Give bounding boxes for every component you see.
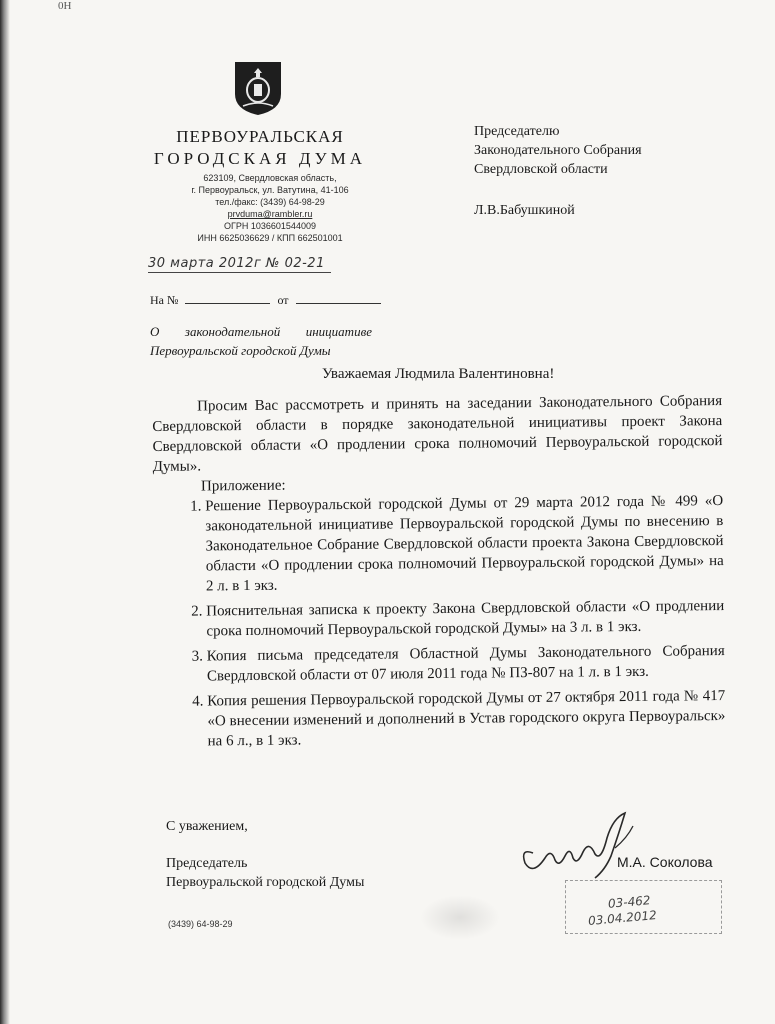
corner-mark: 0Н xyxy=(58,0,72,12)
signer-name: М.А. Соколова xyxy=(617,854,713,870)
org-name-line1: ПЕРВОУРАЛЬСКАЯ xyxy=(176,127,344,146)
org-name-line2: ГОРОДСКАЯ ДУМА xyxy=(153,149,367,168)
closing-phrase: С уважением, xyxy=(166,819,248,834)
letter-subject xyxy=(150,322,372,360)
org-address-line: 623109, Свердловская область, xyxy=(203,173,337,183)
scan-edge-shadow xyxy=(0,0,10,1024)
attachment-item: 1. Решение Первоуральской городской Думы от 29 марта 2012 года № 499 «О законодательной инициативе Первоуральской городской Думы по внесению в Законодательное Собрание Свердловской области проекта Закона Свердловской области «О продлении срока полномочий Первоуральской городской Думы» на 2 л. в 1 экз. xyxy=(205,491,724,596)
signer-title-line1: Председатель xyxy=(166,856,248,871)
letter-body xyxy=(152,391,726,757)
body-paragraph: Просим Вас рассмотреть и принять на заседании Законодательного Собрания Свердловской области в порядке законодательной инициативы проект Закона Свердловской области «О продлении срока полномочий Первоуральской городской Думы». xyxy=(152,393,723,475)
attachment-item: 2. Пояснительная записка к проекту Закона Свердловской области «О продлении срока полномочий Первоуральской городской Думы» на 3 л. в 1 экз. xyxy=(206,596,724,641)
attachment-item: 4. Копия решения Первоуральской городской Думы от 27 октября 2011 года № 417 «О внесении изменений и дополнений в Устав городского округа Первоуральск» на 6 л., в 1 экз. xyxy=(207,686,726,751)
addressee-line1: Председателю xyxy=(474,124,560,139)
attachment-item: 3. Копия письма председателя Областной Думы Законодательного Собрания Свердловской области от 07 июля 2011 года № ПЗ-807 на 1 л. в 1 экз. xyxy=(207,641,725,686)
incoming-reference-line xyxy=(150,293,385,308)
footer-phone: (3439) 64-98-29 xyxy=(168,919,233,929)
org-email: prvduma@rambler.ru xyxy=(227,209,313,219)
attachments-title: Приложение: xyxy=(200,477,286,495)
org-phone-line: тел./факс: (3439) 64-98-29 xyxy=(215,197,325,207)
signer-title-line2: Первоуральской городской Думы xyxy=(166,875,365,890)
addressee-name: Л.В.Бабушкиной xyxy=(474,203,575,218)
subject-line1: О законодательной инициативе xyxy=(150,324,372,339)
stamp-date: 03.04.2012 xyxy=(587,908,658,928)
handwritten-signature xyxy=(515,808,645,888)
salutation: Уважаемая Людмила Валентиновна! xyxy=(322,366,555,382)
stamp-number: 03-462 xyxy=(607,893,652,911)
org-ogrn: ОГРН 1036601544009 xyxy=(224,221,316,231)
organization-details xyxy=(170,172,370,244)
ref-no-label: На № xyxy=(150,293,179,307)
org-inn-kpp: ИНН 6625036629 / КПП 662501001 xyxy=(197,233,343,243)
addressee-line2: Законодательного Собрания xyxy=(474,143,642,158)
org-street-line: г. Первоуральск, ул. Ватутина, 41-106 xyxy=(191,185,349,195)
ref-from-blank xyxy=(296,303,381,304)
faint-stamp-smudge xyxy=(420,895,500,940)
signer-title xyxy=(166,854,364,892)
addressee-block xyxy=(474,122,642,220)
subject-line2: Первоуральской городской Думы xyxy=(150,343,331,358)
coat-of-arms-icon xyxy=(233,60,283,116)
ref-from-label: от xyxy=(277,293,289,307)
attachments-list xyxy=(153,491,726,752)
organization-name xyxy=(130,126,390,170)
registration-stamp xyxy=(565,880,722,934)
addressee-line3: Свердловской области xyxy=(474,162,608,177)
outgoing-reference: 30 марта 2012г № 02-21 xyxy=(148,256,331,273)
ref-no-blank xyxy=(185,303,270,304)
